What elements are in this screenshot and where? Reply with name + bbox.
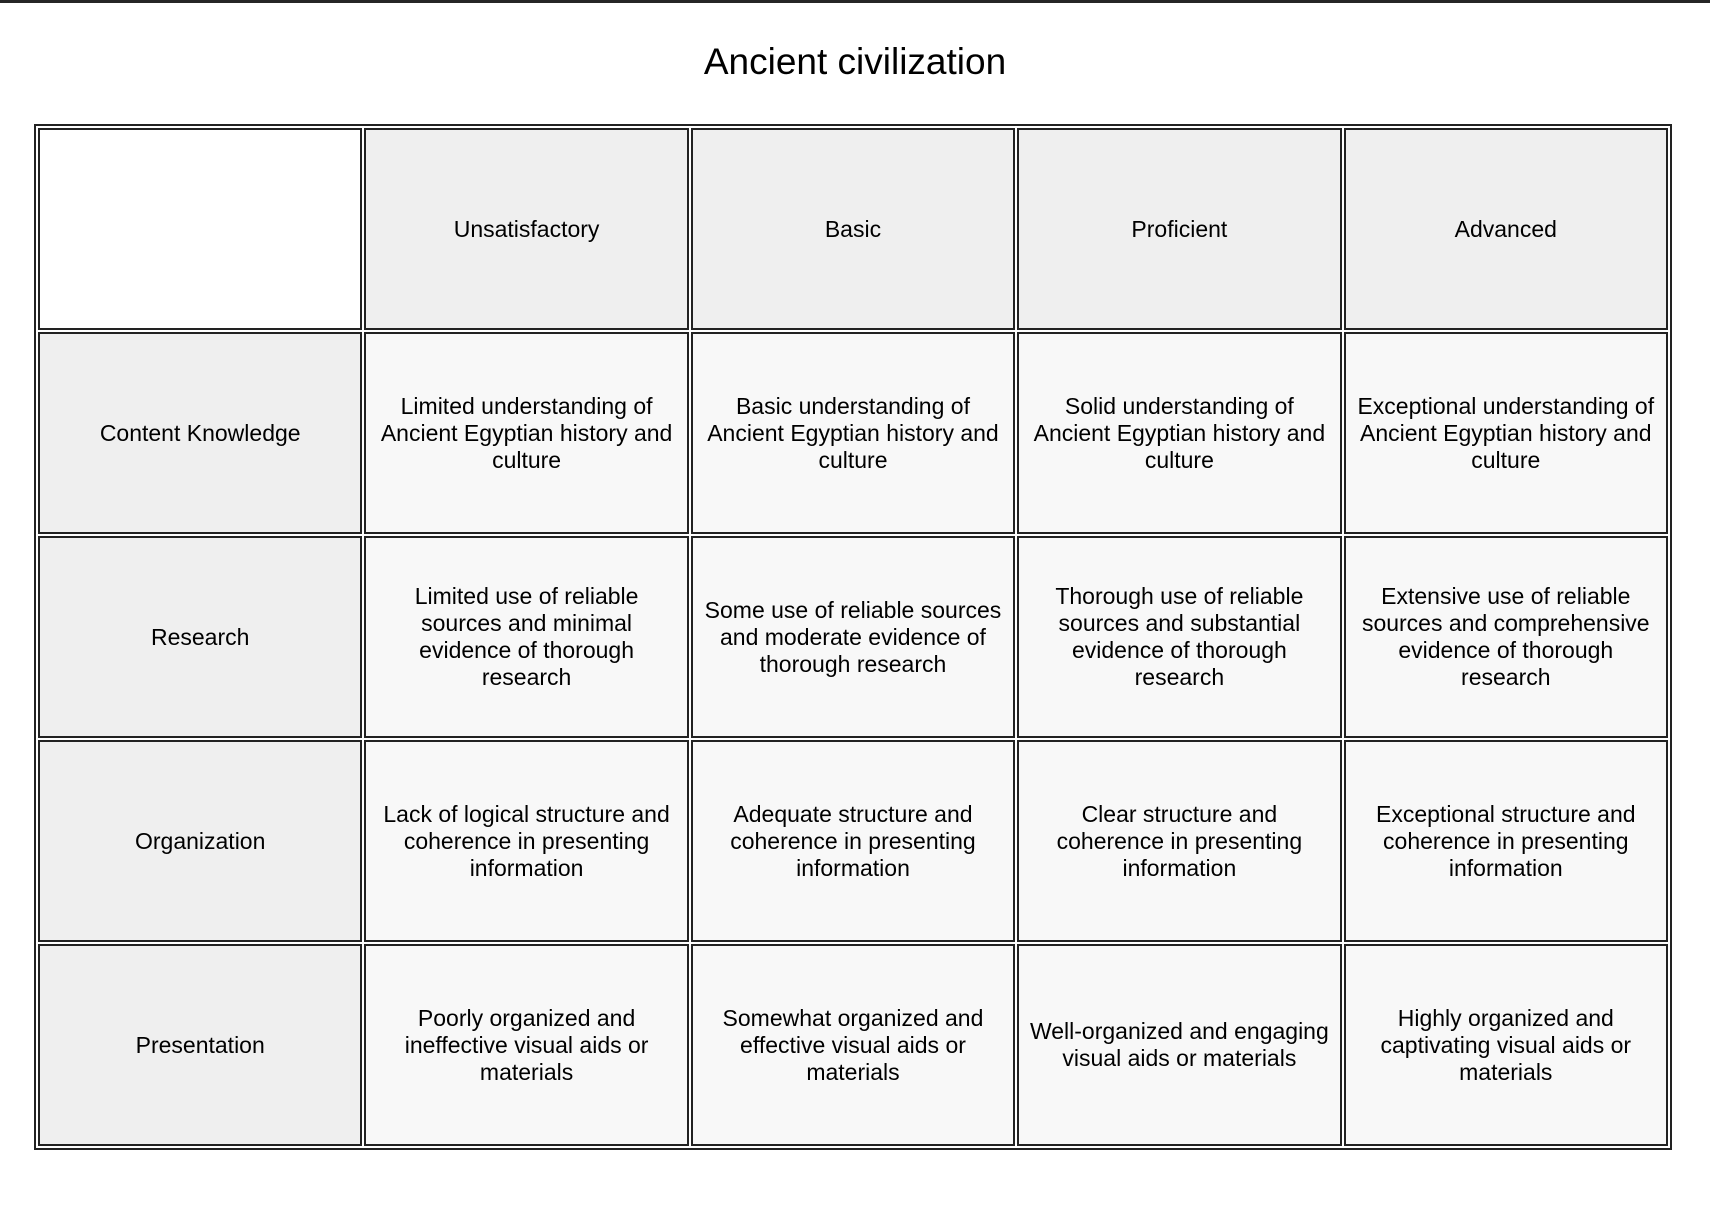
descriptor-cell: Poorly organized and ineffective visual aids or materials: [364, 944, 688, 1146]
descriptor-cell: Somewhat organized and effective visual aids or materials: [691, 944, 1015, 1146]
table-row: [38, 536, 1668, 738]
level-header-unsatisfactory: Unsatisfactory: [364, 128, 688, 330]
descriptor-cell: Thorough use of reliable sources and substantial evidence of thorough research: [1017, 536, 1341, 738]
descriptor-cell: Adequate structure and coherence in presenting information: [691, 740, 1015, 942]
descriptor-cell: Some use of reliable sources and moderate evidence of thorough research: [691, 536, 1015, 738]
level-header-proficient: Proficient: [1017, 128, 1341, 330]
descriptor-cell: Exceptional structure and coherence in presenting information: [1344, 740, 1668, 942]
criterion-organization: Organization: [38, 740, 362, 942]
descriptor-cell: Highly organized and captivating visual aids or materials: [1344, 944, 1668, 1146]
rubric-table: [34, 124, 1672, 1150]
table-row: [38, 944, 1668, 1146]
descriptor-cell: Basic understanding of Ancient Egyptian history and culture: [691, 332, 1015, 534]
criterion-presentation: Presentation: [38, 944, 362, 1146]
descriptor-cell: Lack of logical structure and coherence in presenting information: [364, 740, 688, 942]
page-title: Ancient civilization: [703, 41, 1007, 82]
descriptor-cell: Limited understanding of Ancient Egyptian history and culture: [364, 332, 688, 534]
table-row: [38, 332, 1668, 534]
descriptor-cell: Well-organized and engaging visual aids or materials: [1017, 944, 1341, 1146]
top-border-bar: [0, 0, 1710, 3]
corner-cell: [38, 128, 362, 330]
descriptor-cell: Extensive use of reliable sources and comprehensive evidence of thorough research: [1344, 536, 1668, 738]
table-row: [38, 740, 1668, 942]
header-row: [38, 128, 1668, 330]
level-header-advanced: Advanced: [1344, 128, 1668, 330]
criterion-content-knowledge: Content Knowledge: [38, 332, 362, 534]
descriptor-cell: Solid understanding of Ancient Egyptian history and culture: [1017, 332, 1341, 534]
criterion-research: Research: [38, 536, 362, 738]
descriptor-cell: Limited use of reliable sources and minimal evidence of thorough research: [364, 536, 688, 738]
descriptor-cell: Exceptional understanding of Ancient Egyptian history and culture: [1344, 332, 1668, 534]
level-header-basic: Basic: [691, 128, 1015, 330]
descriptor-cell: Clear structure and coherence in presenting information: [1017, 740, 1341, 942]
